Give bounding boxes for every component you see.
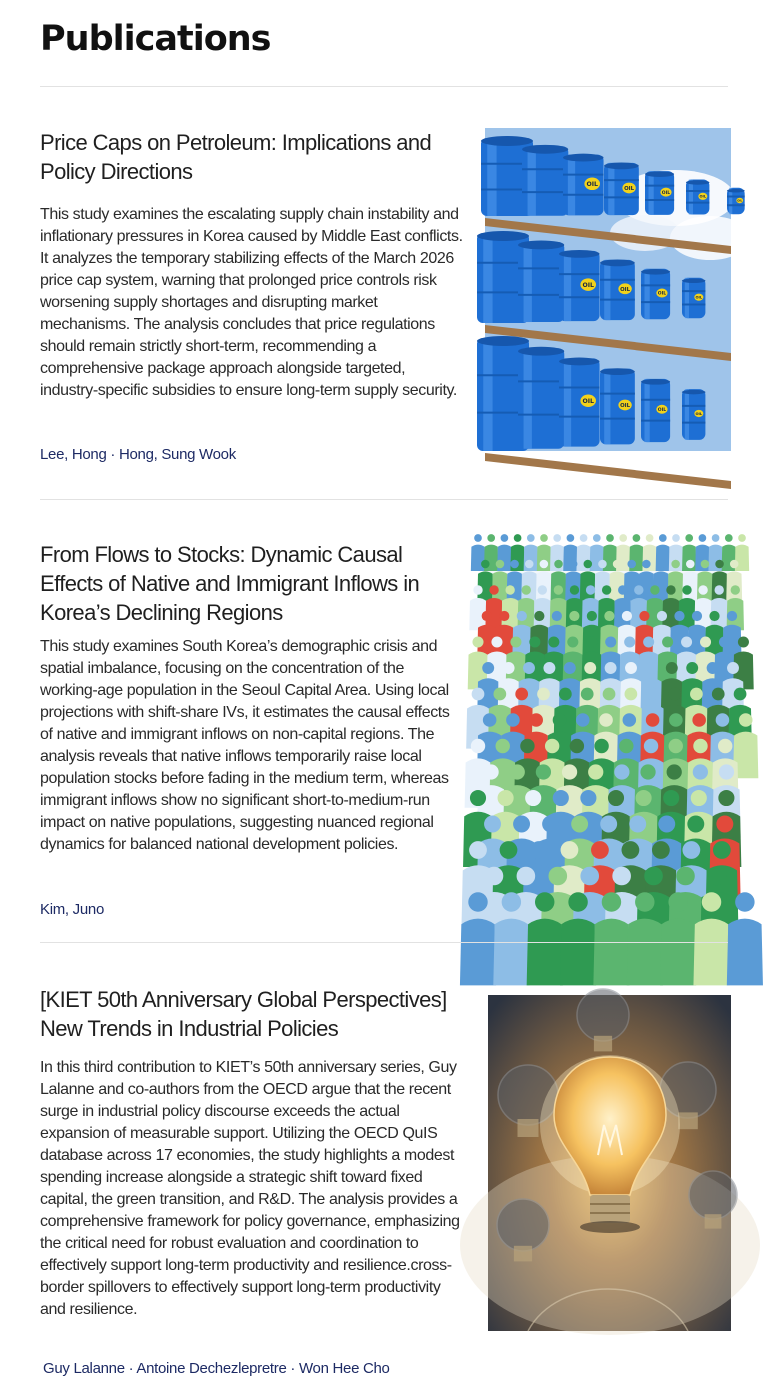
publication-abstract: This study examines the escalating supply chain instability and inflationary pressures in Korea caused by Middle East conflicts. It analyzes the temporary stabilizing effects of the March 2026 price cap system, warning that prolonged price controls risk worsening supply shortages and disrupting market mechanisms. The analysis concludes that price regulations should remain strictly short-term, recommending a comprehensive package approach alongside targeted, industry-specific subsidies to ensure long-term supply security. <box>40 206 463 399</box>
oil-label-text: OIL <box>737 198 743 203</box>
oil-label-text: OIL <box>620 402 631 409</box>
title-divider <box>40 86 728 87</box>
oil-barrel <box>600 368 635 444</box>
publication-thumbnail-oil-barrels[interactable] <box>485 128 743 451</box>
oil-label-text: OIL <box>657 407 667 413</box>
publication-divider <box>40 499 728 500</box>
oil-label-text: OIL <box>695 411 703 416</box>
oil-barrel <box>686 179 709 214</box>
oil-label-text: OIL <box>582 281 594 289</box>
oil-label-text: OIL <box>695 295 703 300</box>
publication-abstract: In this third contribution to KIET’s 50th anniversary series, Guy Lalanne and co-authors from the OECD argue that the recent surge in industrial policy discourse exceeds the actual expansion of measurable support. Utilizing the OECD QuIS database across 17 economies, the study highlights a modest spending increase alongside a strategic shift toward fixed capital, the green transition, and R&D. The analysis provides a comprehensive framework for policy governance, emphasizing the critical need for robust evaluation and coordination to effectively support long-term productivity and resilience.cross-border spillovers to effectively support long-term productivity and resilience. <box>40 1059 460 1318</box>
publication-card-industrial-policies <box>40 985 732 1390</box>
oil-barrel <box>604 163 639 216</box>
oil-barrel <box>559 358 600 447</box>
oil-barrel <box>682 278 705 319</box>
publication-divider <box>40 942 728 943</box>
oil-barrel <box>563 154 604 216</box>
oil-barrel <box>682 389 705 440</box>
oil-barrels-illustration <box>485 128 743 451</box>
publication-card-petroleum <box>40 128 743 468</box>
oil-barrel <box>559 250 600 321</box>
publication-thumbnail-crowd[interactable] <box>488 548 730 888</box>
oil-barrel <box>518 347 564 449</box>
oil-label-text: OIL <box>661 190 671 196</box>
publication-authors[interactable]: Lee, Hong · Hong, Sung Wook <box>40 446 236 463</box>
oil-barrel <box>727 188 745 215</box>
publication-thumbnail-light-bulb[interactable] <box>488 995 731 1331</box>
wooden-pallet <box>485 453 731 489</box>
oil-label-text: OIL <box>657 291 667 297</box>
publication-authors[interactable]: Kim, Juno <box>40 901 104 918</box>
cloud-shape <box>670 216 750 260</box>
publication-title[interactable]: Price Caps on Petroleum: Implications and Policy Directions <box>40 130 432 184</box>
oil-label-text: OIL <box>699 194 707 199</box>
publication-card-population-flows <box>40 540 732 930</box>
publication-authors[interactable]: Guy Lalanne · Antoine Dechezlepretre · Won Hee Cho <box>43 1360 390 1377</box>
oil-label-text: OIL <box>582 398 594 406</box>
oil-barrel <box>522 145 568 216</box>
oil-barrel <box>600 260 635 321</box>
oil-barrel <box>641 269 670 319</box>
crowd-illustration <box>488 548 730 888</box>
oil-label-text: OIL <box>620 286 631 293</box>
oil-barrel <box>641 379 670 442</box>
oil-barrel <box>518 241 564 323</box>
oil-label-text: OIL <box>586 181 598 189</box>
oil-label-text: OIL <box>624 185 635 192</box>
publication-abstract: This study examines South Korea’s demographic crisis and spatial imbalance, focusing on the concentration of the working-age population in the Seoul Capital Area. Using local projections with shift-share IVs, it estimates the causal effects of native and immigrant inflows on non-capital regions. The analysis reveals that native inflows temporarily raise local population stocks before fading in the medium term, whereas immigrant inflows show no significant short-to-medium-run impact on native populations, suggesting nuanced regional dynamics for balanced national development policies. <box>40 638 450 853</box>
oil-barrel <box>645 171 674 215</box>
publication-title[interactable]: [KIET 50th Anniversary Global Perspectives] New Trends in Industrial Policies <box>40 987 447 1041</box>
light-bulb-illustration <box>488 995 731 1331</box>
publication-title[interactable]: From Flows to Stocks: Dynamic Causal Effects of Native and Immigrant Inflows in Korea’s Declining Regions <box>40 542 420 625</box>
page-title: Publications <box>40 19 271 59</box>
